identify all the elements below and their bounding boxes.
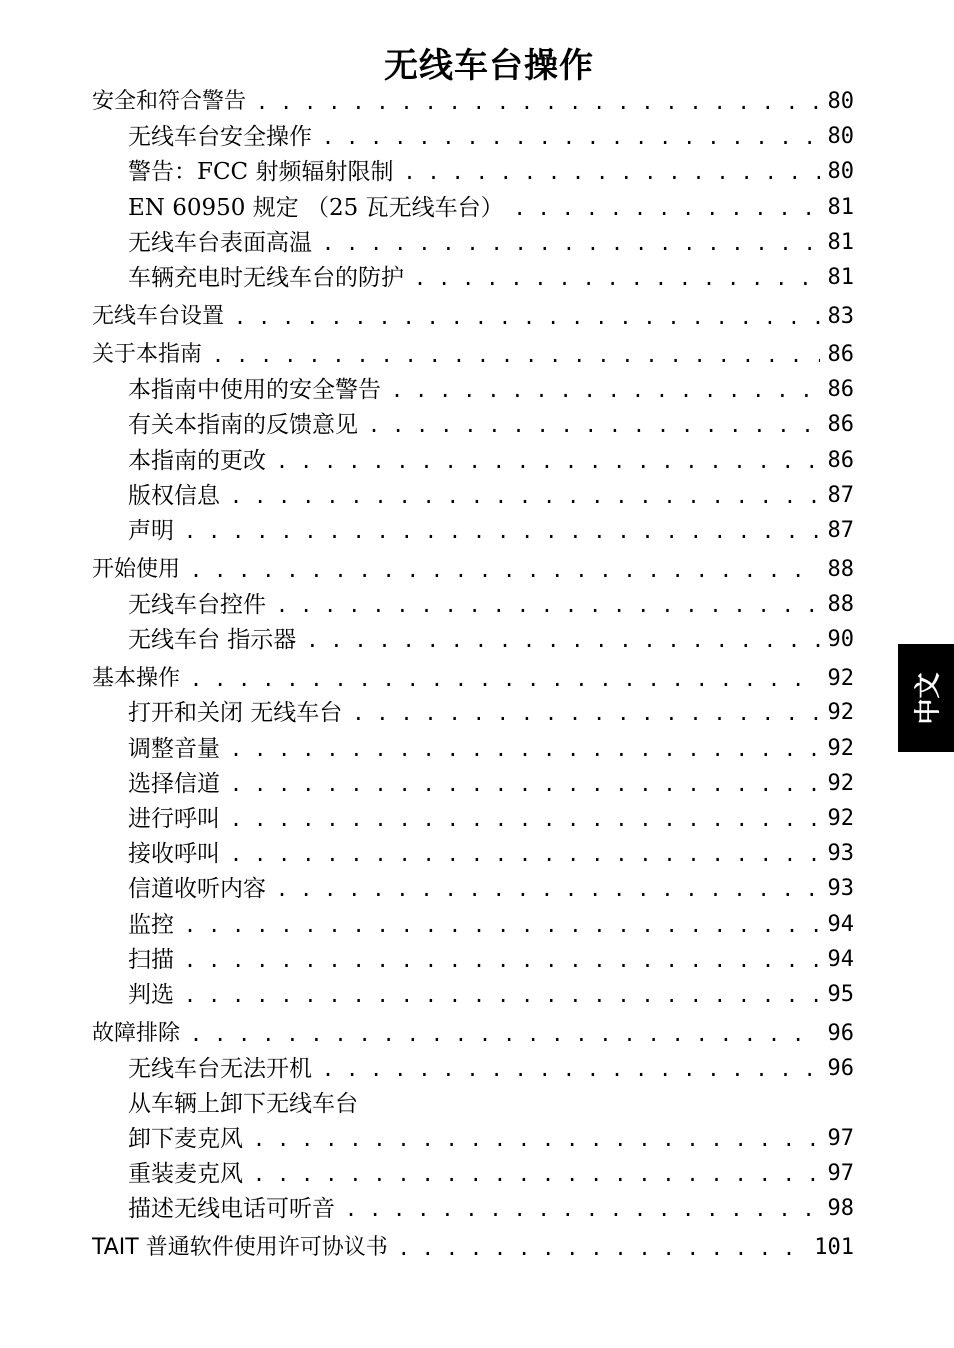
toc-entry[interactable]: [128, 910, 854, 940]
toc-entry-label: 描述无线电话可听音: [128, 1196, 335, 1222]
toc-entry-label: 本指南中使用的安全警告: [128, 377, 381, 403]
toc-entry-label: 信道收听内容: [128, 876, 266, 902]
toc-entry-label: 无线车台控件: [128, 592, 266, 618]
toc-leader-dots: [322, 122, 820, 152]
toc-entry-page: 94: [827, 912, 854, 937]
toc-entry-page: 86: [827, 377, 854, 402]
toc-entry-page: 80: [827, 159, 854, 184]
toc-entry[interactable]: [128, 446, 854, 476]
toc-leader-dots: [253, 1124, 820, 1154]
toc-entry-label: 无线车台设置: [92, 304, 225, 329]
toc-entry-label: 无线车台表面高温: [128, 230, 312, 256]
toc-entry[interactable]: [128, 122, 854, 152]
toc-leader-dots: [276, 446, 820, 476]
toc-entry[interactable]: [128, 263, 854, 293]
toc-leader-dots: [514, 193, 820, 223]
toc-entry-page: 81: [827, 265, 854, 290]
toc-entry-page: 88: [827, 592, 854, 617]
toc-leader-dots: [398, 1233, 807, 1263]
toc-entry[interactable]: [128, 698, 854, 728]
toc-entry[interactable]: [92, 555, 854, 585]
toc-entry-page: 81: [827, 230, 854, 255]
toc-entry-page: 94: [827, 947, 854, 972]
toc-entry-page: 93: [827, 841, 854, 866]
toc-entry[interactable]: [128, 193, 854, 223]
toc-leader-dots: [322, 1054, 820, 1084]
toc-entry-page: 88: [827, 557, 854, 582]
toc-entry-label: 选择信道: [128, 771, 220, 797]
toc-entry-page: 96: [827, 1021, 854, 1046]
toc-entry-label: 故障排除: [92, 1021, 181, 1046]
toc-leader-dots: [230, 839, 820, 869]
toc-entry-label: 卸下麦克风: [128, 1126, 243, 1152]
toc-leader-dots: [184, 980, 820, 1010]
toc-entry[interactable]: [128, 769, 854, 799]
toc-entry[interactable]: [128, 734, 854, 764]
toc-entry-label: 车辆充电时无线车台的防护: [128, 265, 404, 291]
toc-entry[interactable]: [92, 87, 854, 117]
toc-entry[interactable]: [128, 980, 854, 1010]
toc-entry-label: 无线车台安全操作: [128, 124, 312, 150]
toc-entry-page: 83: [827, 304, 854, 329]
toc-entry-label: 无线车台 指示器: [128, 627, 297, 653]
toc-leader-dots: [345, 1194, 820, 1224]
toc-entry-label: 无线车台无法开机: [128, 1056, 312, 1082]
toc-entry-label: 调整音量: [128, 736, 220, 762]
toc-leader-dots: [230, 769, 820, 799]
toc-entry-page: 87: [827, 518, 854, 543]
toc-entry[interactable]: [128, 874, 854, 904]
toc-entry-label: EN 60950 规定 （25 瓦无线车台）: [128, 195, 504, 221]
toc-entry-label: 打开和关闭 无线车台: [128, 700, 343, 726]
toc-entry-page: 92: [827, 666, 854, 691]
toc-entry-page: 86: [827, 412, 854, 437]
toc-entry-page: 80: [827, 124, 854, 149]
toc-entry-page: 96: [827, 1056, 854, 1081]
toc-entry-page: 92: [827, 771, 854, 796]
toc-entry-label: 判选: [128, 982, 174, 1008]
toc-entry-label: 基本操作: [92, 666, 181, 691]
toc-entry[interactable]: [92, 1019, 854, 1049]
toc-leader-dots: [230, 481, 820, 511]
toc-entry-label: 重装麦克风: [128, 1161, 243, 1187]
toc-entry-label: 声明: [128, 518, 174, 544]
toc-entry-label: 版权信息: [128, 483, 220, 509]
toc-leader-dots: [184, 910, 820, 940]
toc-leader-dots: [184, 945, 820, 975]
toc-entry[interactable]: [128, 1194, 854, 1224]
toc-leader-dots: [256, 87, 819, 117]
toc-leader-dots: [322, 228, 820, 258]
toc-leader-dots: [253, 1159, 820, 1189]
toc-entry[interactable]: [128, 1124, 854, 1154]
toc-entry[interactable]: [128, 1089, 854, 1119]
toc-leader-dots: [190, 1019, 819, 1049]
toc-leader-dots: [190, 555, 819, 585]
toc-entry-page: 86: [827, 448, 854, 473]
toc-leader-dots: [212, 340, 819, 370]
toc-entry[interactable]: [128, 590, 854, 620]
toc-entry-page: 87: [827, 483, 854, 508]
toc-entry-label: 警告：FCC 射频辐射限制: [128, 159, 394, 185]
toc-leader-dots: [190, 664, 819, 694]
toc-entry-label: TAIT 普通软件使用许可协议书: [92, 1235, 388, 1260]
toc-entry-label: 监控: [128, 912, 174, 938]
toc-entry-page: 98: [827, 1196, 854, 1221]
toc-leader-dots: [391, 375, 820, 405]
toc-entry-label: 进行呼叫: [128, 806, 220, 832]
toc-entry[interactable]: [128, 839, 854, 869]
toc-entry-page: 93: [827, 876, 854, 901]
toc-entry-label: 安全和符合警告: [92, 89, 247, 114]
toc-entry[interactable]: [128, 945, 854, 975]
toc-entry-label: 有关本指南的反馈意见: [128, 412, 358, 438]
toc-entry[interactable]: [128, 481, 854, 511]
toc-entry[interactable]: [128, 157, 854, 187]
toc-entry-label: 关于本指南: [92, 342, 203, 367]
toc-entry-page: 86: [827, 342, 854, 367]
page-title: 无线车台操作: [384, 46, 594, 86]
toc-entry[interactable]: [128, 625, 854, 655]
toc-entry-page: 101: [814, 1235, 854, 1260]
toc-entry[interactable]: [128, 1054, 854, 1084]
toc-entry[interactable]: [92, 1233, 854, 1263]
toc-leader-dots: [276, 874, 820, 904]
toc-entry-label: 接收呼叫: [128, 841, 220, 867]
toc-leader-dots: [352, 698, 819, 728]
toc-entry[interactable]: [92, 664, 854, 694]
toc-entry-label: 从车辆上卸下无线车台: [128, 1091, 358, 1117]
toc-entry-page: 97: [827, 1161, 854, 1186]
toc-entry-page: 90: [827, 627, 854, 652]
toc-entry-label: 开始使用: [92, 557, 181, 582]
toc-leader-dots: [306, 625, 819, 655]
toc-leader-dots: [230, 734, 820, 764]
toc-entry-page: 92: [827, 700, 854, 725]
toc-entry[interactable]: [92, 340, 854, 370]
toc-entry[interactable]: [128, 516, 854, 546]
toc-entry-label: 本指南的更改: [128, 448, 266, 474]
toc-entry-label: 扫描: [128, 947, 174, 973]
toc-leader-dots: [276, 590, 820, 620]
toc-entry-page: 95: [827, 982, 854, 1007]
toc-leader-dots: [414, 263, 820, 293]
toc-leader-dots: [403, 157, 819, 187]
toc-leader-dots: [230, 804, 820, 834]
toc-leader-dots: [184, 516, 820, 546]
toc-entry-page: 80: [827, 89, 854, 114]
toc-entry[interactable]: [92, 302, 854, 332]
toc-entry-page: 97: [827, 1126, 854, 1151]
toc-entry[interactable]: [128, 228, 854, 258]
toc-leader-dots: [368, 410, 820, 440]
language-tab[interactable]: [898, 644, 954, 752]
language-tab-label: 中文: [913, 671, 944, 725]
toc-entry-page: 92: [827, 806, 854, 831]
toc-entry-page: 81: [827, 195, 854, 220]
toc-entry-page: 92: [827, 736, 854, 761]
toc-entry[interactable]: [128, 375, 854, 405]
toc-leader-dots: [234, 302, 819, 332]
toc-entry[interactable]: [128, 410, 854, 440]
toc-entry[interactable]: [128, 804, 854, 834]
toc-entry[interactable]: [128, 1159, 854, 1189]
